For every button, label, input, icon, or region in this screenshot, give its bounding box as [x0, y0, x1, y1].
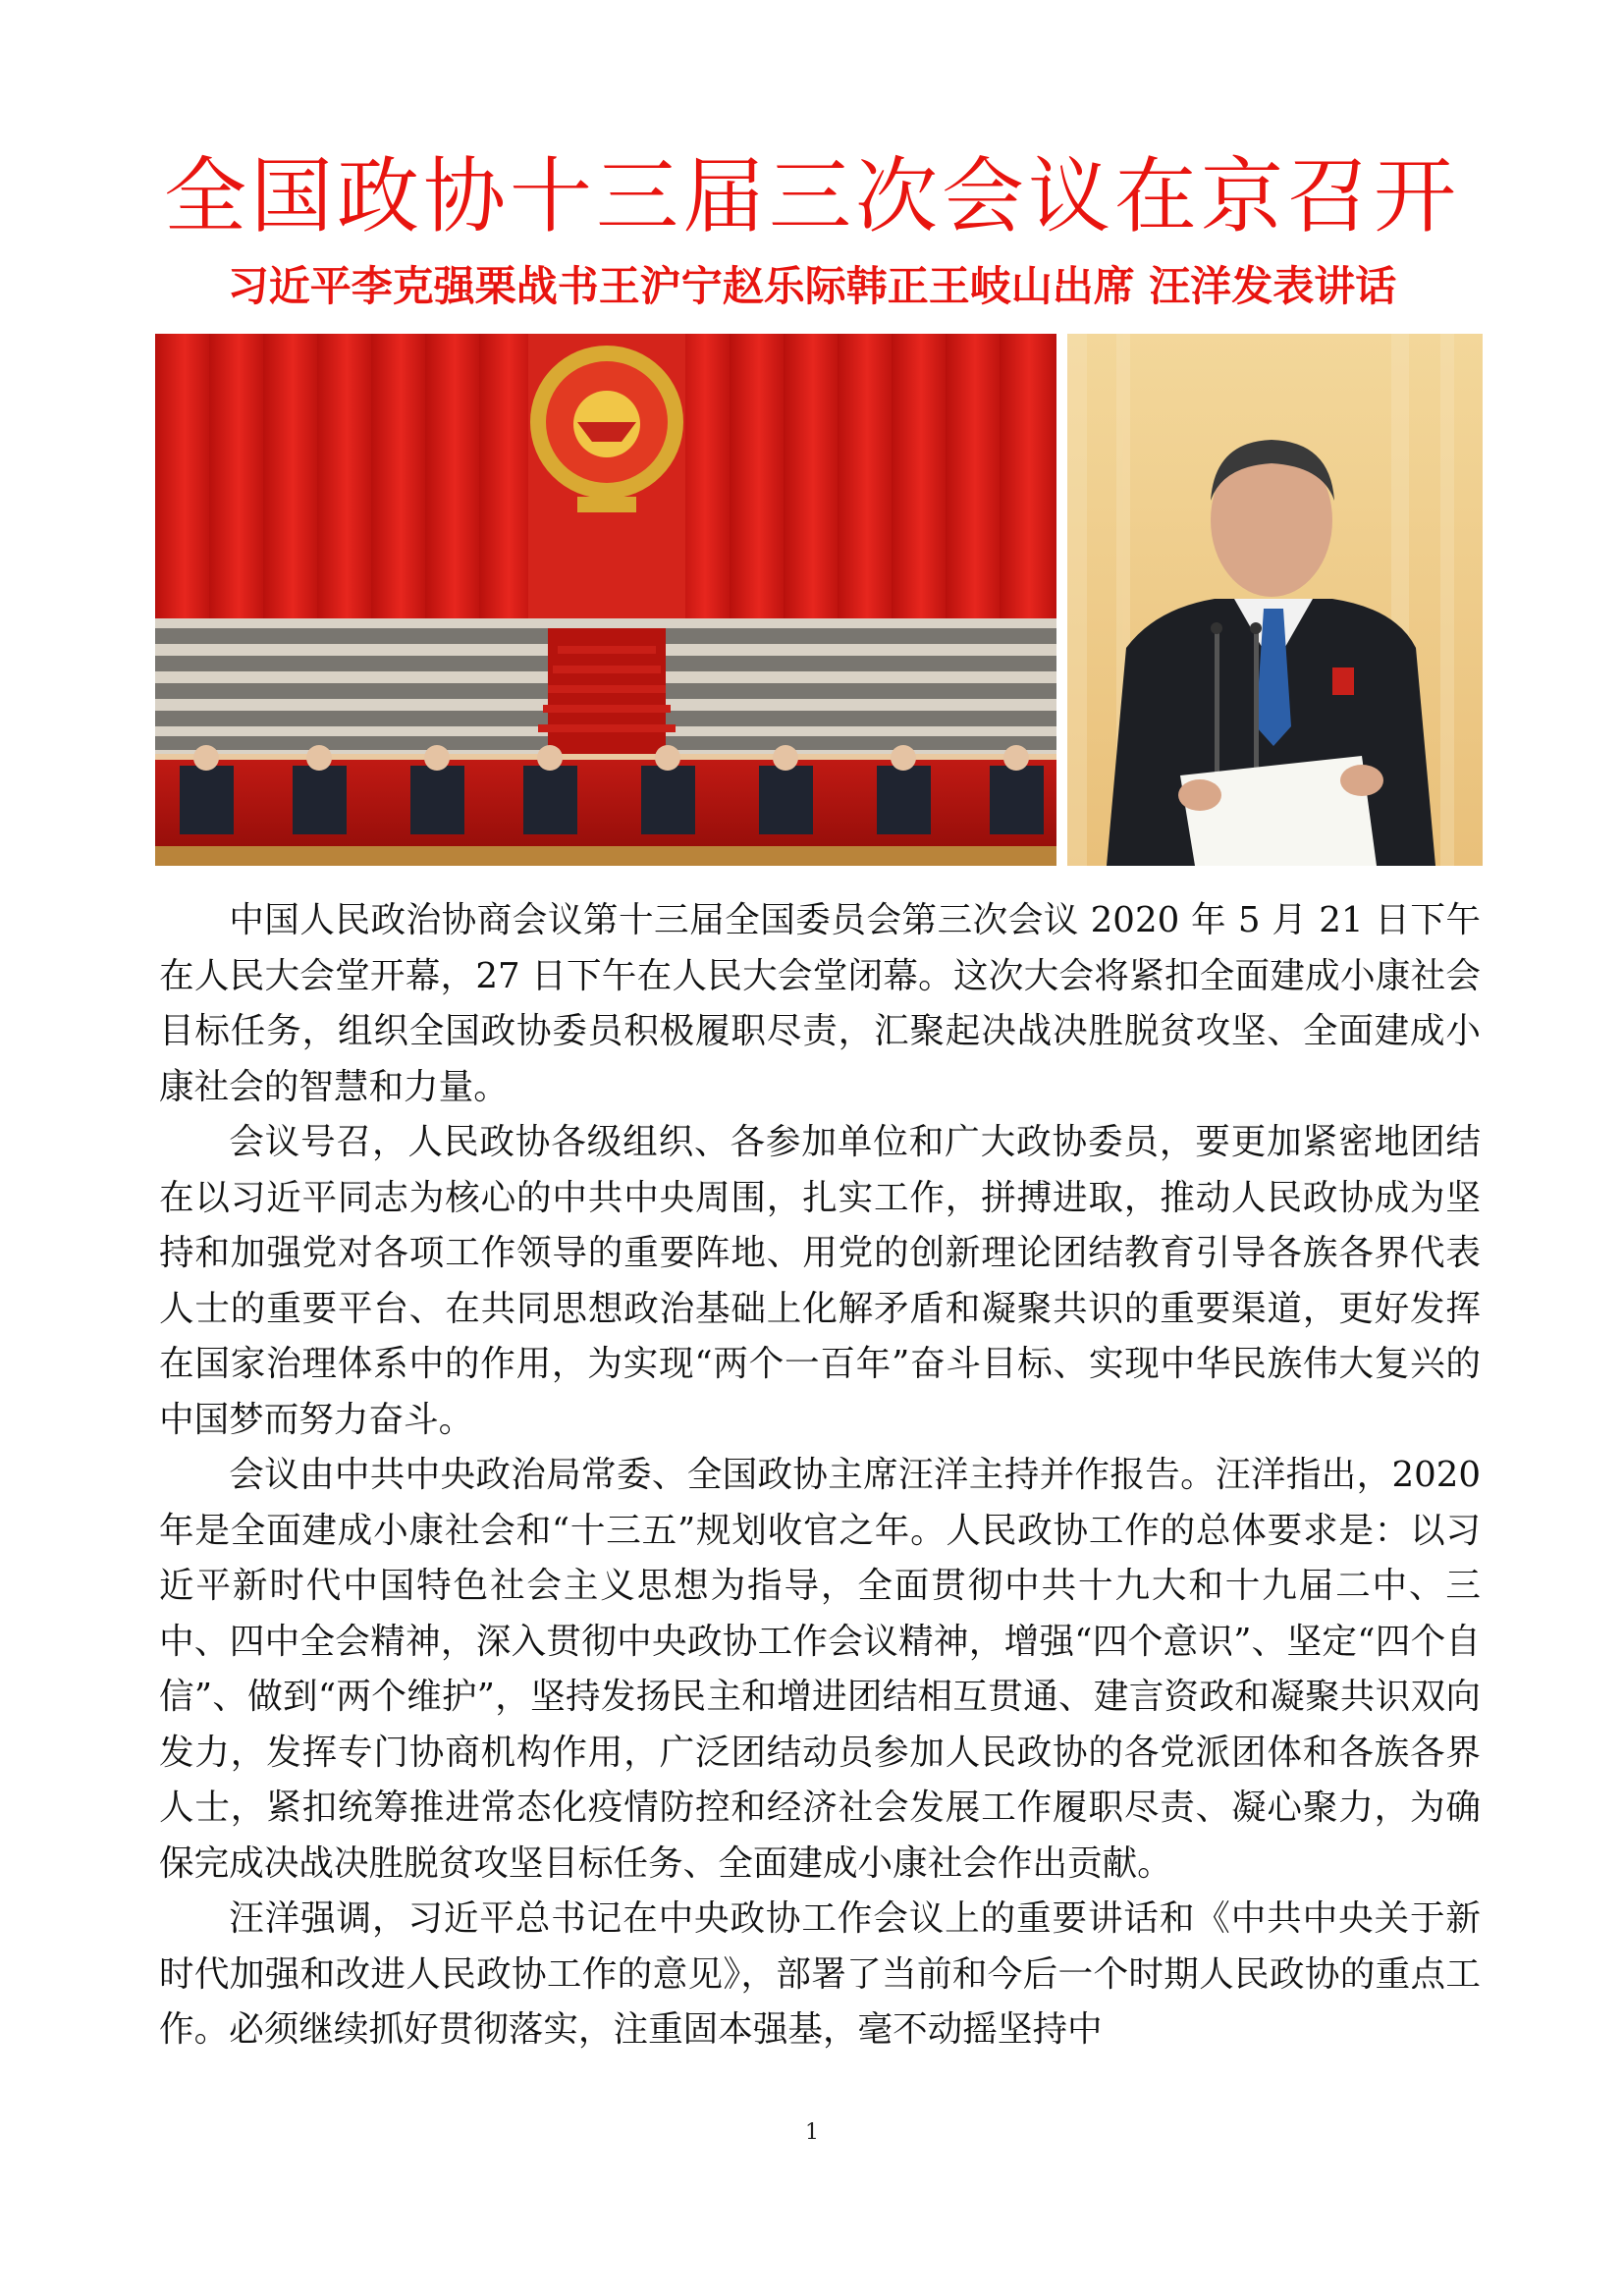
subheadline: 习近平李克强栗战书王沪宁赵乐际韩正王岐山出席 汪洋发表讲话: [227, 262, 1397, 310]
speaker-photo: [1067, 334, 1483, 866]
paragraph: 会议由中共中央政治局常委、全国政协主席汪洋主持并作报告。汪洋指出，2020 年是全面建成小康社会和“十三五”规划收官之年。人民政协工作的总体要求是：以习近平新时代中国特色社会主义思想为指导，全面贯彻中共十九大和十九届二中、三中、四中全会精神，深入贯彻中央政协工作会议精神，增强“四个意识”、坚定“四个自信”、做到“两个维护”，坚持发扬民主和增进团结相互贯通、建言资政和凝聚共识双向发力，发挥专门协商机构作用，广泛团结动员参加人民政协的各党派团体和各族各界人士，紧扣统筹推进常态化疫情防控和经济社会发展工作履职尽责、凝心聚力，为确保完成决战决胜脱贫攻坚目标任务、全面建成小康社会作出贡献。: [159, 1455, 1481, 1884]
paragraph: 汪洋强调，习近平总书记在中央政协工作会议上的重要讲话和《中共中央关于新时代加强和改进人民政协工作的意见》，部署了当前和今后一个时期人民政协的重点工作。必须继续抓好贯彻落实，注重固本强基，毫不动摇坚持中: [159, 1898, 1481, 2050]
conference-hall-photo: [155, 334, 1056, 866]
paragraph: 会议号召，人民政协各级组织、各参加单位和广大政协委员，要更加紧密地团结在以习近平同志为核心的中共中央周围，扎实工作，拼搏进取，推动人民政协成为坚持和加强党对各项工作领导的重要阵地、用党的创新理论团结教育引导各族各界代表人士的重要平台、在共同思想政治基础上化解矛盾和凝聚共识的重要渠道，更好发挥在国家治理体系中的作用，为实现“两个一百年”奋斗目标、实现中华民族伟大复兴的中国梦而努力奋斗。: [159, 1122, 1481, 1440]
article-body: [159, 893, 1481, 2058]
headline: 全国政协十三届三次会议在京召开: [163, 148, 1460, 244]
paragraph: 中国人民政治协商会议第十三届全国委员会第三次会议 2020 年 5 月 21 日下午在人民大会堂开幕，27 日下午在人民大会堂闭幕。这次大会将紧扣全面建成小康社会目标任务，组织全国政协委员积极履职尽责，汇聚起决战决胜脱贫攻坚、全面建成小康社会的智慧和力量。: [159, 900, 1481, 1107]
page-number: 1: [805, 2120, 819, 2145]
